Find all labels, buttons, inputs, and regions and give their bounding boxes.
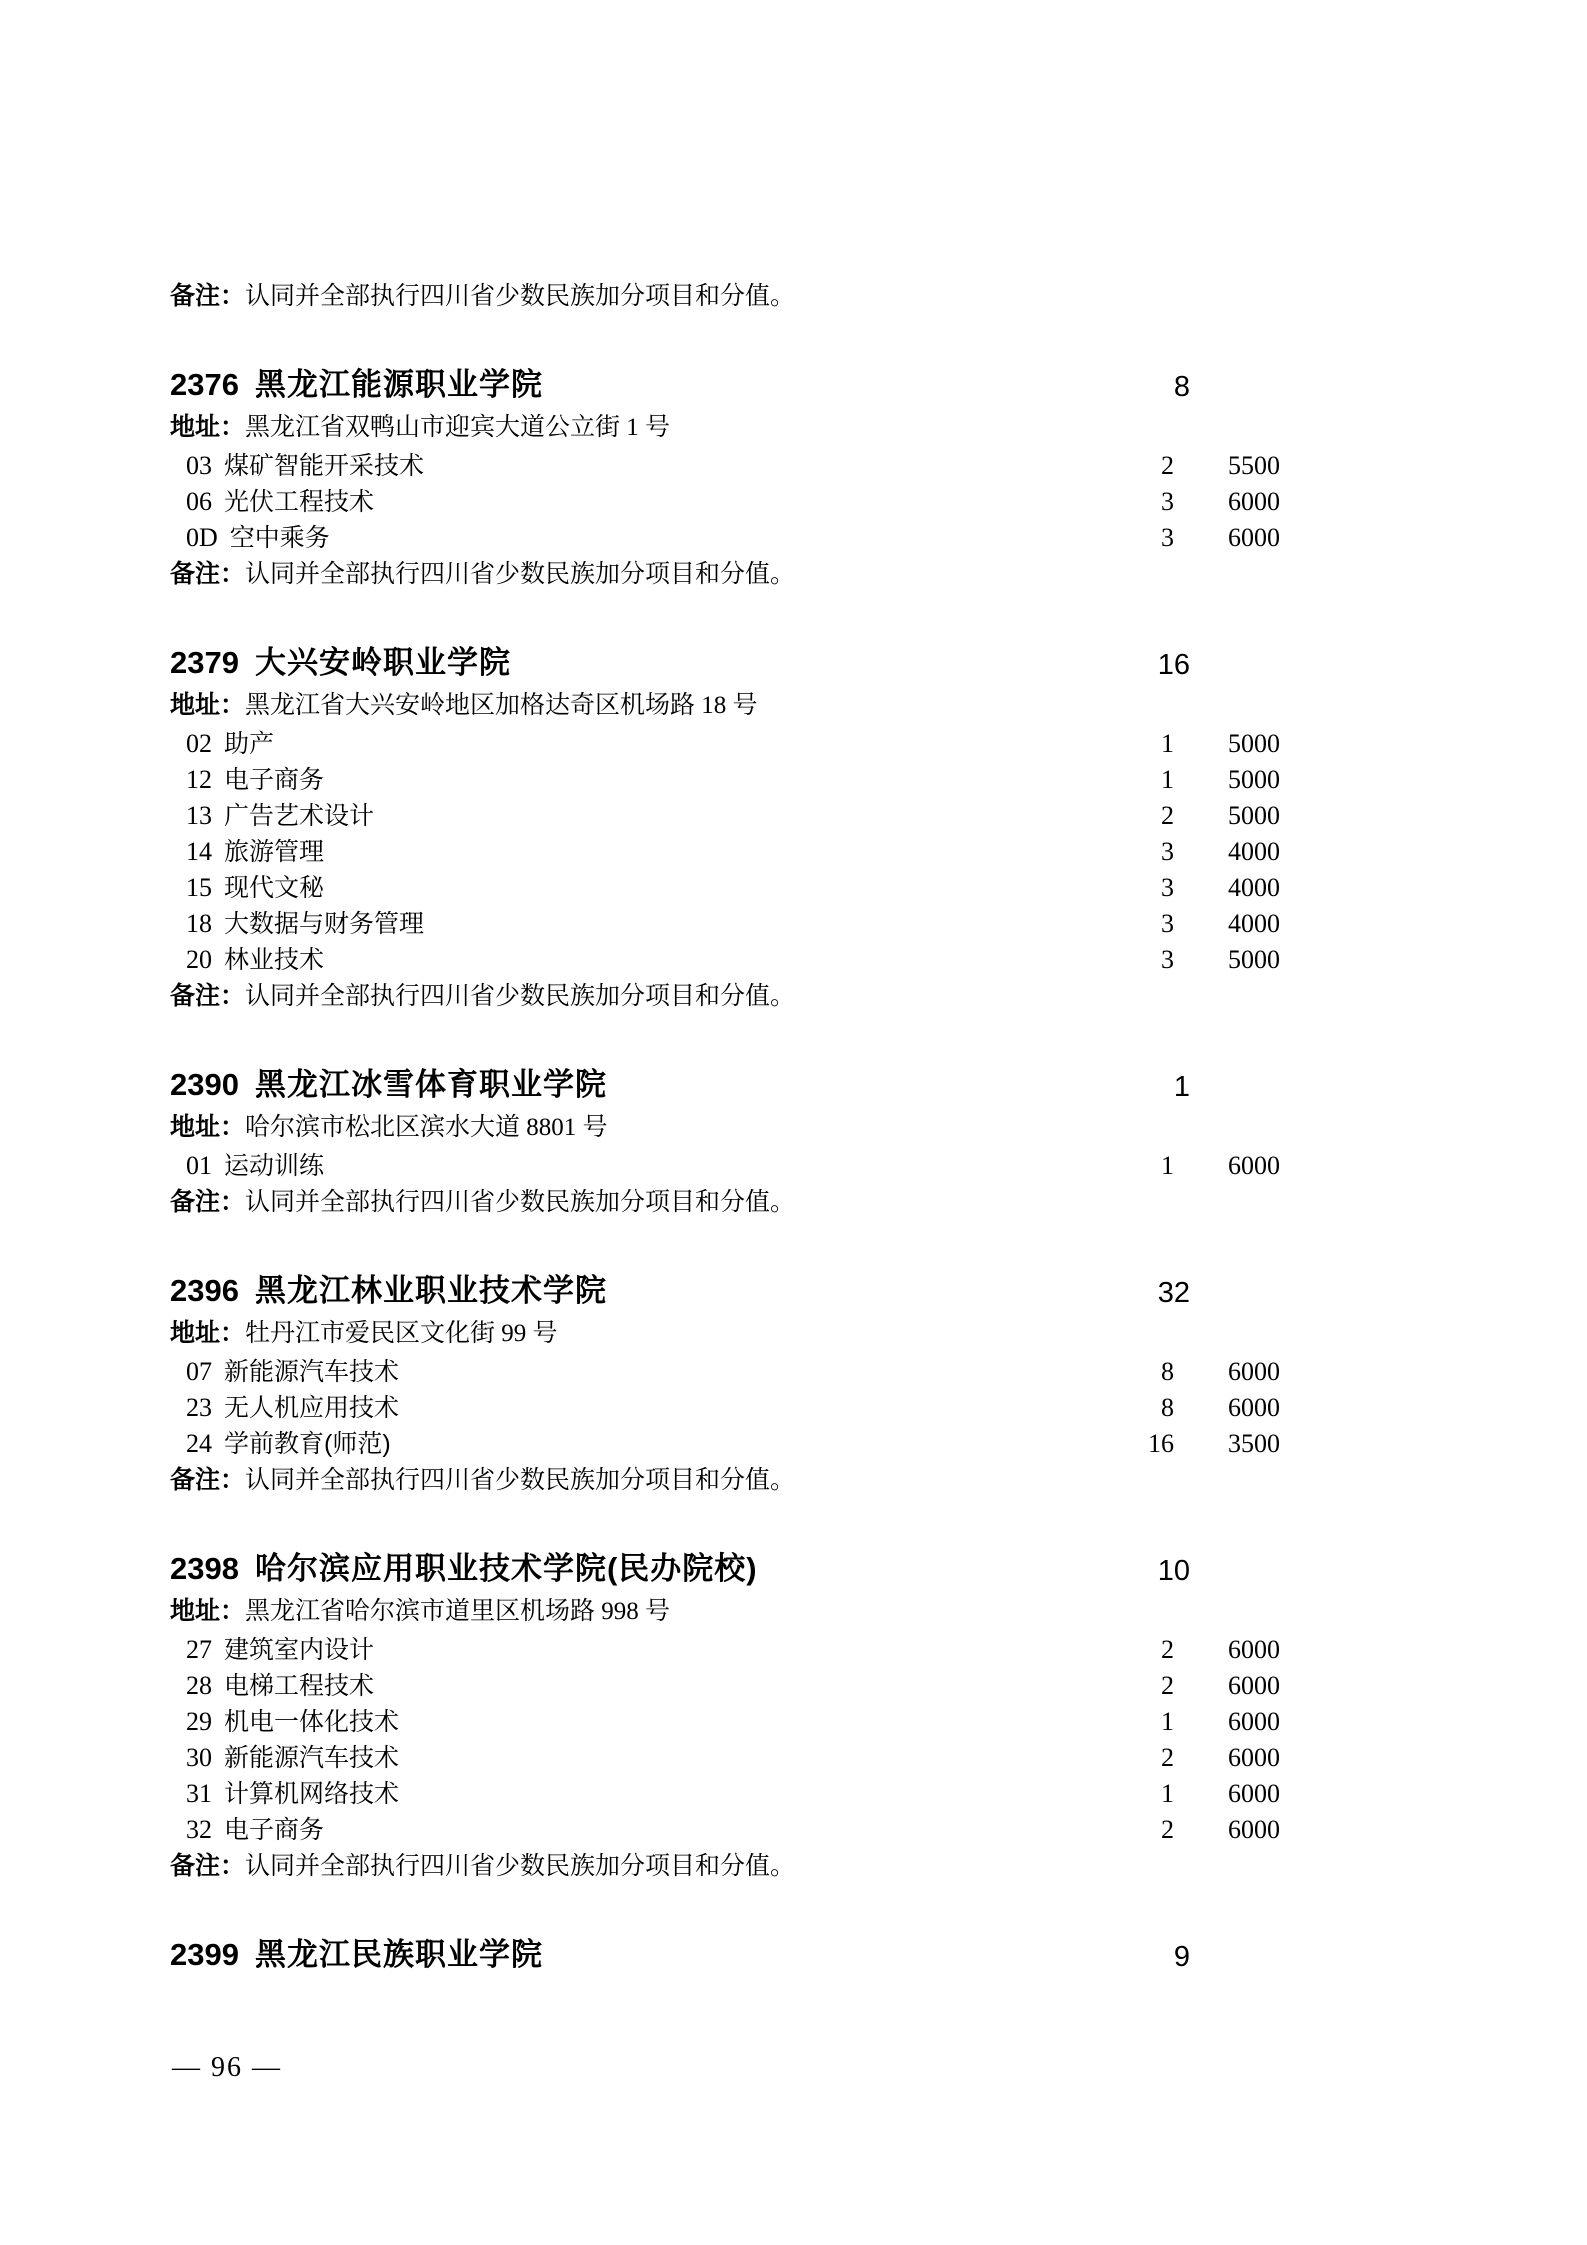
note-label: 备注：: [170, 1466, 246, 1494]
major-code: 0D: [186, 523, 218, 552]
major-name: 机电一体化技术: [224, 1708, 400, 1736]
address-line: [170, 685, 1320, 726]
address-line: [170, 1313, 1320, 1354]
address-line: [170, 1107, 1320, 1148]
major-code: 20: [186, 945, 212, 974]
major-code: 30: [186, 1743, 212, 1772]
major-code: 02: [186, 729, 212, 758]
major-row: [170, 834, 1320, 870]
major-name: 大数据与财务管理: [224, 910, 425, 938]
note-line: [170, 1848, 1320, 1885]
major-fee: 4000: [1228, 873, 1280, 902]
major-rows: [170, 726, 1320, 978]
major-name: 建筑室内设计: [224, 1636, 375, 1664]
college-code: 2390: [170, 1067, 239, 1102]
major-count: 1: [1161, 729, 1174, 758]
major-code: 27: [186, 1635, 212, 1664]
note-text: 认同并全部执行四川省少数民族加分项目和分值。: [245, 561, 796, 588]
note-line: [170, 556, 1320, 593]
college-total: 9: [1173, 1941, 1190, 1973]
major-row: [170, 1390, 1320, 1426]
note-label: 备注：: [170, 1188, 246, 1216]
college-heading: [170, 641, 1320, 685]
address-label: 地址：: [170, 1319, 246, 1347]
major-row: [170, 1812, 1320, 1848]
note-line: [170, 1184, 1320, 1221]
major-name: 空中乘务: [229, 524, 330, 552]
major-row: [170, 1354, 1320, 1390]
major-name: 电梯工程技术: [224, 1672, 375, 1700]
major-count: 8: [1161, 1357, 1174, 1386]
college-total: 16: [1157, 649, 1190, 681]
major-code: 29: [186, 1707, 212, 1736]
address-text: 黑龙江省双鸭山市迎宾大道公立街 1 号: [245, 414, 671, 441]
major-count: 2: [1161, 1635, 1174, 1664]
major-fee: 6000: [1228, 1671, 1280, 1700]
college-code: 2398: [170, 1551, 239, 1586]
address-label: 地址：: [170, 691, 246, 719]
note-text: 认同并全部执行四川省少数民族加分项目和分值。: [245, 1467, 796, 1494]
major-row: [170, 726, 1320, 762]
major-row: [170, 1668, 1320, 1704]
major-count: 1: [1161, 1779, 1174, 1808]
major-row: [170, 870, 1320, 906]
major-fee: 6000: [1228, 1357, 1280, 1386]
college-name: 哈尔滨应用职业技术学院(民办院校): [254, 1551, 758, 1586]
address-line: [170, 1591, 1320, 1632]
college-section: [170, 1933, 1320, 1977]
major-count: 2: [1161, 1743, 1174, 1772]
college-name: 黑龙江林业职业技术学院: [254, 1273, 607, 1308]
major-code: 32: [186, 1815, 212, 1844]
college-total: 1: [1173, 1071, 1190, 1103]
major-row: [170, 448, 1320, 484]
college-section: [170, 1063, 1320, 1221]
major-fee: 6000: [1228, 1151, 1280, 1180]
major-fee: 6000: [1228, 1779, 1280, 1808]
major-row: [170, 484, 1320, 520]
college-name: 黑龙江能源职业学院: [254, 367, 543, 402]
college-total: 32: [1157, 1277, 1190, 1309]
college-heading: [170, 363, 1320, 407]
major-fee: 4000: [1228, 837, 1280, 866]
major-name: 新能源汽车技术: [224, 1358, 400, 1386]
college-code: 2379: [170, 645, 239, 680]
major-count: 3: [1161, 945, 1174, 974]
major-fee: 6000: [1228, 523, 1280, 552]
major-fee: 6000: [1228, 1707, 1280, 1736]
major-count: 2: [1161, 1671, 1174, 1700]
college-section: [170, 363, 1320, 593]
major-rows: [170, 1632, 1320, 1848]
major-code: 01: [186, 1151, 212, 1180]
college-section: [170, 641, 1320, 1015]
major-fee: 3500: [1228, 1429, 1280, 1458]
major-row: [170, 942, 1320, 978]
college-heading: [170, 1933, 1320, 1977]
college-name: 黑龙江冰雪体育职业学院: [254, 1067, 607, 1102]
major-code: 28: [186, 1671, 212, 1700]
address-text: 黑龙江省哈尔滨市道里区机场路 998 号: [245, 1598, 671, 1625]
major-name: 学前教育(师范): [224, 1430, 391, 1458]
major-name: 电子商务: [224, 1816, 325, 1844]
address-label: 地址：: [170, 1597, 246, 1625]
major-name: 旅游管理: [224, 838, 325, 866]
major-name: 电子商务: [224, 766, 325, 794]
address-label: 地址：: [170, 1113, 246, 1141]
major-count: 1: [1161, 1151, 1174, 1180]
major-row: [170, 1740, 1320, 1776]
page-number: — 96 —: [172, 2052, 282, 2083]
major-name: 煤矿智能开采技术: [224, 452, 425, 480]
major-row: [170, 1632, 1320, 1668]
major-name: 新能源汽车技术: [224, 1744, 400, 1772]
note-text: 认同并全部执行四川省少数民族加分项目和分值。: [245, 983, 796, 1010]
major-code: 31: [186, 1779, 212, 1808]
major-code: 13: [186, 801, 212, 830]
note-label: 备注：: [170, 982, 246, 1010]
major-name: 广告艺术设计: [224, 802, 375, 830]
major-count: 3: [1161, 873, 1174, 902]
major-count: 2: [1161, 1815, 1174, 1844]
note-text: 认同并全部执行四川省少数民族加分项目和分值。: [245, 1853, 796, 1880]
note-line: [170, 1462, 1320, 1499]
college-name: 黑龙江民族职业学院: [254, 1937, 543, 1972]
major-code: 12: [186, 765, 212, 794]
document-content: [170, 0, 1320, 1977]
major-code: 06: [186, 487, 212, 516]
major-count: 3: [1161, 487, 1174, 516]
major-count: 3: [1161, 523, 1174, 552]
address-line: [170, 407, 1320, 448]
major-rows: [170, 448, 1320, 556]
major-fee: 6000: [1228, 1393, 1280, 1422]
major-code: 24: [186, 1429, 212, 1458]
major-row: [170, 762, 1320, 798]
major-count: 2: [1161, 801, 1174, 830]
major-rows: [170, 1148, 1320, 1184]
major-fee: 5500: [1228, 451, 1280, 480]
major-count: 3: [1161, 909, 1174, 938]
college-heading: [170, 1063, 1320, 1107]
major-code: 18: [186, 909, 212, 938]
major-name: 无人机应用技术: [224, 1394, 400, 1422]
major-code: 03: [186, 451, 212, 480]
college-heading: [170, 1269, 1320, 1313]
note-label: 备注：: [170, 282, 246, 310]
major-count: 3: [1161, 837, 1174, 866]
major-fee: 5000: [1228, 765, 1280, 794]
major-name: 现代文秘: [224, 874, 325, 902]
major-row: [170, 906, 1320, 942]
major-name: 运动训练: [224, 1152, 325, 1180]
major-code: 07: [186, 1357, 212, 1386]
major-name: 计算机网络技术: [224, 1780, 400, 1808]
college-total: 8: [1173, 371, 1190, 403]
major-fee: 4000: [1228, 909, 1280, 938]
college-code: 2396: [170, 1273, 239, 1308]
major-row: [170, 798, 1320, 834]
major-fee: 6000: [1228, 1743, 1280, 1772]
college-total: 10: [1157, 1555, 1190, 1587]
note-line: [170, 978, 1320, 1015]
major-fee: 6000: [1228, 1635, 1280, 1664]
note-label: 备注：: [170, 560, 246, 588]
major-row: [170, 1704, 1320, 1740]
note-text: 认同并全部执行四川省少数民族加分项目和分值。: [245, 283, 796, 310]
page-footer: [172, 2052, 282, 2084]
sections-list: [170, 363, 1320, 1977]
major-fee: 5000: [1228, 729, 1280, 758]
address-label: 地址：: [170, 413, 246, 441]
college-section: [170, 1547, 1320, 1885]
note-text: 认同并全部执行四川省少数民族加分项目和分值。: [245, 1189, 796, 1216]
address-text: 牡丹江市爱民区文化街 99 号: [245, 1320, 558, 1347]
note-label: 备注：: [170, 1852, 246, 1880]
major-row: [170, 1148, 1320, 1184]
major-name: 林业技术: [224, 946, 325, 974]
major-code: 23: [186, 1393, 212, 1422]
address-text: 哈尔滨市松北区滨水大道 8801 号: [245, 1114, 608, 1141]
college-code: 2376: [170, 367, 239, 402]
major-name: 光伏工程技术: [224, 488, 375, 516]
major-row: [170, 1426, 1320, 1462]
major-fee: 5000: [1228, 801, 1280, 830]
college-heading: [170, 1547, 1320, 1591]
note-line: [170, 278, 1320, 315]
major-count: 8: [1161, 1393, 1174, 1422]
major-count: 1: [1161, 765, 1174, 794]
major-row: [170, 520, 1320, 556]
major-fee: 6000: [1228, 487, 1280, 516]
major-count: 1: [1161, 1707, 1174, 1736]
major-count: 2: [1161, 451, 1174, 480]
address-text: 黑龙江省大兴安岭地区加格达奇区机场路 18 号: [245, 692, 758, 719]
major-fee: 5000: [1228, 945, 1280, 974]
college-section: [170, 1269, 1320, 1499]
major-name: 助产: [224, 730, 275, 758]
college-name: 大兴安岭职业学院: [254, 645, 511, 680]
college-code: 2399: [170, 1937, 239, 1972]
major-code: 15: [186, 873, 212, 902]
major-row: [170, 1776, 1320, 1812]
major-code: 14: [186, 837, 212, 866]
major-fee: 6000: [1228, 1815, 1280, 1844]
major-count: 16: [1148, 1429, 1174, 1458]
major-rows: [170, 1354, 1320, 1462]
